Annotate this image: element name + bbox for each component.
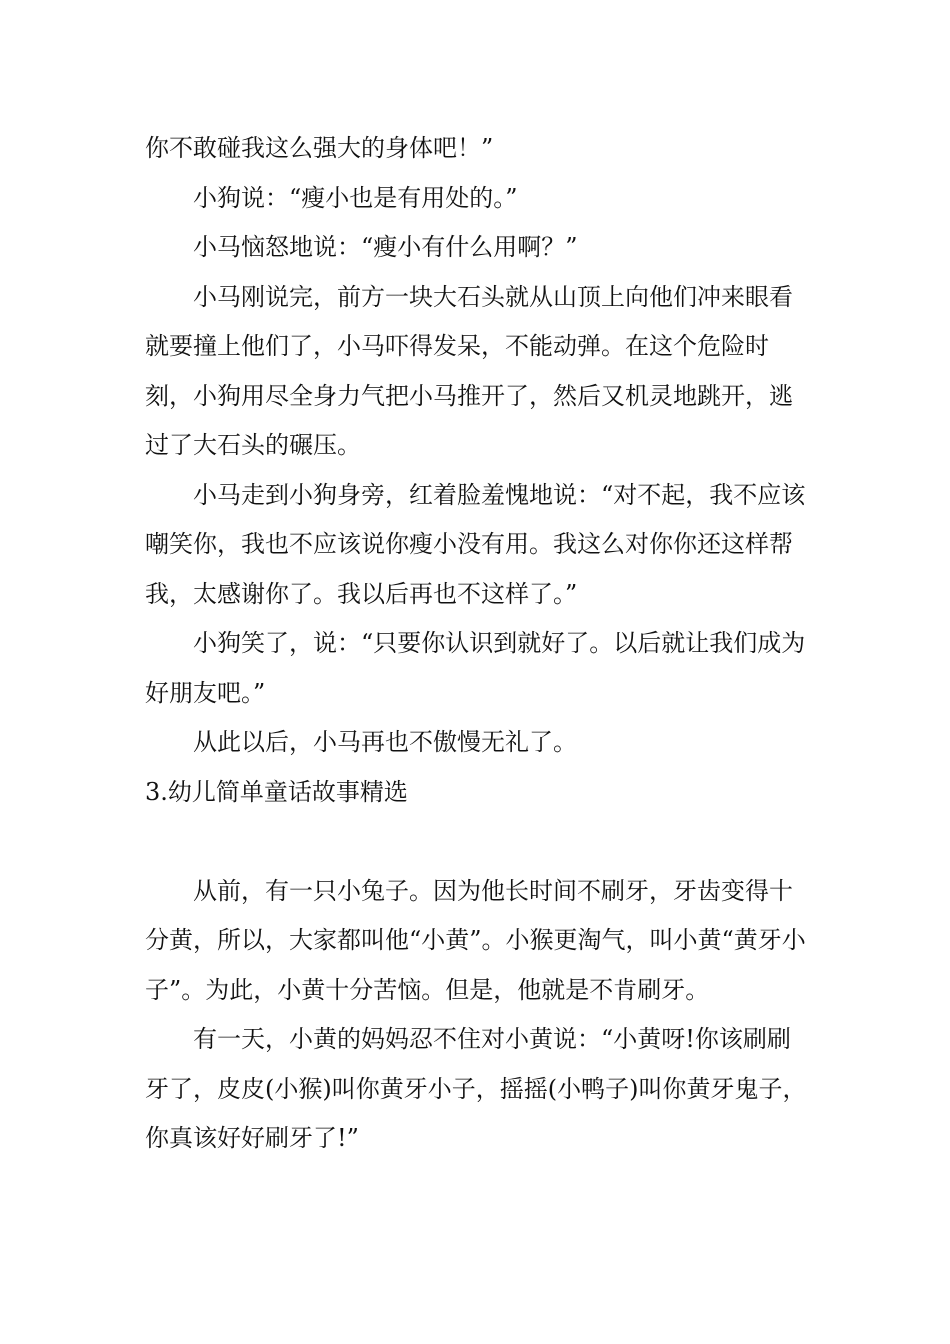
blank-line [145,817,810,867]
paragraph-2: 小狗说：“瘦小也是有用处的。” [193,183,518,212]
paragraph-6: 小狗笑了，说：“只要你认识到就好了。以后就让我们成为好朋友吧。” [145,629,806,707]
paragraph-8: 从前，有一只小兔子。因为他长时间不刷牙，牙齿变得十分黄，所以，大家都叫他“小黄”。小猴更淘气，叫小黄“黄牙小子”。为此，小黄十分苦恼。但是，他就是不肯刷牙。 [145,876,806,1004]
paragraph-1: 你不敢碰我这么强大的身体吧！” [145,134,494,162]
paragraph-5: 小马走到小狗身旁，红着脸羞愧地说：“对不起，我不应该嘲笑你，我也不应该说你瘦小没有用。我这么对你你还这样帮我，太感谢你了。我以后再也不这样了。” [145,480,806,608]
section-heading: 3.幼儿简单童话故事精选 [145,777,408,806]
paragraph-3: 小马恼怒地说：“瘦小有什么用啊？” [193,233,578,261]
document-body [145,124,810,1164]
paragraph-7: 从此以后，小马再也不傲慢无礼了。 [193,728,577,756]
paragraph-9: 有一天，小黄的妈妈忍不住对小黄说：“小黄呀!你该刷刷牙了，皮皮(小猴)叫你黄牙小子，摇摇(小鸭子)叫你黄牙鬼子，你真该好好刷牙了!” [145,1025,807,1152]
paragraph-4: 小马刚说完，前方一块大石头就从山顶上向他们冲来眼看就要撞上他们了，小马吓得发呆，不能动弹。在这个危险时刻，小狗用尽全身力气把小马推开了，然后又机灵地跳开，逃过了大石头的碾压。 [145,282,793,459]
